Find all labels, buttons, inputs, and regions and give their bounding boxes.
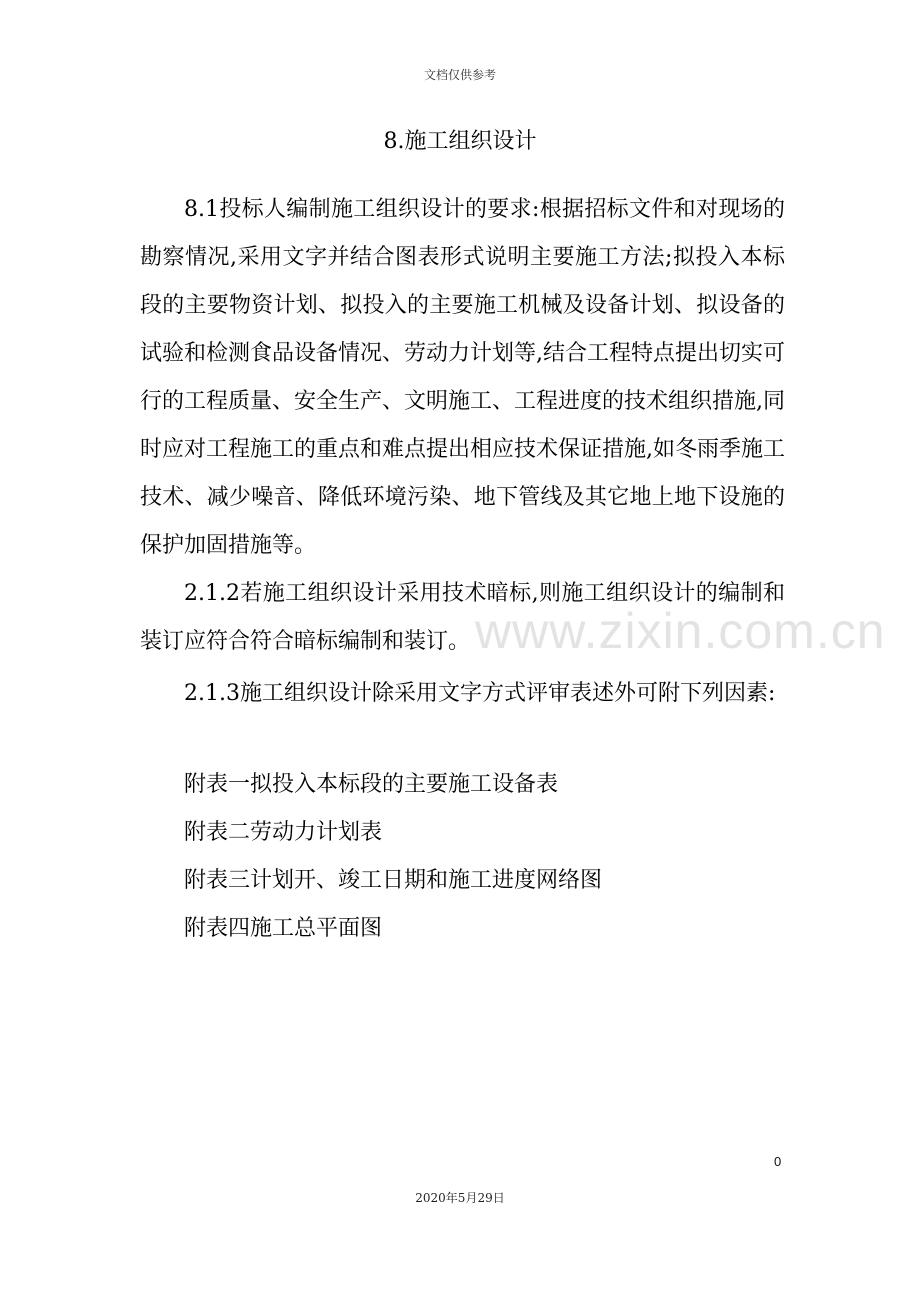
- footer-date: 2020年5月29日: [415, 1191, 505, 1205]
- paragraph-2-1-2: 2.1.2若施工组织设计采用技术暗标,则施工组织设计的编制和装订应符合符合暗标编制和装订。: [140, 581, 785, 654]
- document-body: [140, 186, 785, 718]
- paragraph-2-1-3: 2.1.3施工组织设计除采用文字方式评审表述外可附下列因素:: [184, 681, 776, 706]
- page-title: 8.施工组织设计: [383, 129, 537, 154]
- appendix-list: [184, 761, 602, 953]
- appendix-item-1: 附表一拟投入本标段的主要施工设备表: [184, 772, 559, 797]
- appendix-item-4: 附表四施工总平面图: [184, 916, 383, 941]
- appendix-item-2: 附表二劳动力计划表: [184, 820, 383, 845]
- header-note: 文档仅供参考: [423, 68, 496, 82]
- page-number: 0: [774, 1154, 782, 1169]
- appendix-item-3: 附表三计划开、竣工日期和施工进度网络图: [184, 868, 603, 893]
- watermark: www.zixin.com.cn: [475, 603, 886, 659]
- paragraph-8-1: 8.1投标人编制施工组织设计的要求:根据招标文件和对现场的勘察情况,采用文字并结合图表形式说明主要施工方法;拟投入本标段的主要物资计划、拟投入的主要施工机械及设备计划、拟设备的试验和检测食品设备情况、劳动力计划等,结合工程特点提出切实可行的工程质量、安全生产、文明施工、工程进度的技术组织措施,同时应对工程施工的重点和难点提出相应技术保证措施,如冬雨季施工技术、减少噪音、降低环境污染、地下管线及其它地上地下设施的保护加固措施等。: [140, 197, 785, 558]
